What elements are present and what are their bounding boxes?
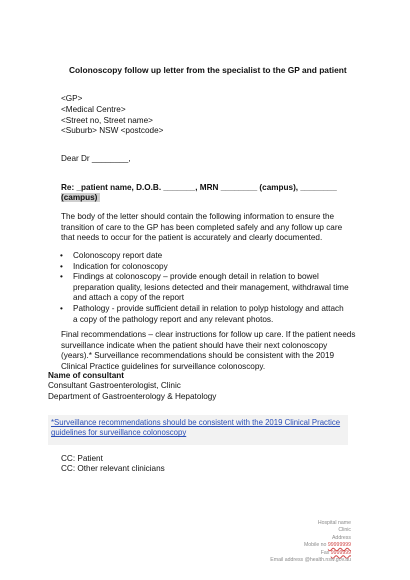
guideline-note-link[interactable]: *Surveillance recommendations should be consistent with the 2019 Clinical Practice guidelines for surveillance colonoscopy bbox=[51, 418, 341, 438]
footer-fax-value: 9999999 bbox=[330, 549, 351, 556]
address-suburb: <Suburb> NSW <postcode> bbox=[61, 126, 164, 135]
re-line: Re: _patient name, D.O.B. _______, MRN ________ (campus), ________ bbox=[61, 183, 337, 192]
cc-clinicians: CC: Other relevant clinicians bbox=[61, 464, 165, 473]
footer-fax bbox=[270, 550, 351, 557]
footer-mobile-label: Mobile no bbox=[303, 542, 327, 549]
letter-footer bbox=[270, 520, 351, 564]
list-item: • Pathology - provide sufficient detail in relation to polyp histology and attach a copy of the pathology report and any relevant photos. bbox=[60, 304, 350, 325]
consultant-role: Consultant Gastroenterologist, Clinic bbox=[48, 381, 181, 390]
footer-address: Address bbox=[331, 534, 351, 541]
intro-paragraph: The body of the letter should contain the following information to ensure the transition of care to the GP has been completed safely and any follow up care that needs to occur for the patient is accurately and clearly documented. bbox=[61, 212, 343, 243]
footer-mobile bbox=[270, 542, 351, 549]
letter-title: Colonoscopy follow up letter from the specialist to the GP and patient bbox=[69, 65, 347, 75]
cc-patient: CC: Patient bbox=[61, 454, 103, 463]
footer-fax-label: Fax bbox=[320, 549, 330, 556]
list-item: • Colonoscopy report date bbox=[60, 251, 350, 262]
re-line-campus-highlight: (campus) bbox=[61, 193, 98, 202]
footer-clinic: Clinic bbox=[338, 527, 351, 534]
list-item: • Findings at colonoscopy – provide enough detail in relation to bowel preparation quality, lesions detected and their management, withdrawal time and attach a copy of the report bbox=[60, 272, 350, 304]
consultant-name: Name of consultant bbox=[48, 371, 124, 380]
salutation: Dear Dr ________, bbox=[61, 154, 131, 163]
guideline-note-box bbox=[48, 415, 348, 445]
footer-mobile-value: 99999999 bbox=[327, 542, 351, 549]
final-recommendations: Final recommendations – clear instructions for follow up care. If the patient needs surveillance indicate when the patient should have their next colonoscopy (years).* Surveillance recommendations should be consistent with the 2019 Clinical Practice guidelines for surveillance colonoscopy. bbox=[61, 330, 356, 371]
address-medical-centre: <Medical Centre> bbox=[61, 105, 126, 114]
footer-email[interactable]: Email address @health.nsw.gov.au bbox=[270, 557, 351, 564]
footer-hospital: Hospital name bbox=[317, 520, 351, 526]
report-items-list bbox=[60, 251, 350, 325]
address-street: <Street no, Street name> bbox=[61, 116, 153, 125]
consultant-department: Department of Gastroenterology & Hepatology bbox=[48, 392, 217, 401]
address-gp: <GP> bbox=[61, 94, 83, 103]
re-line-campus bbox=[61, 193, 100, 204]
list-item: • Indication for colonoscopy bbox=[60, 262, 350, 273]
